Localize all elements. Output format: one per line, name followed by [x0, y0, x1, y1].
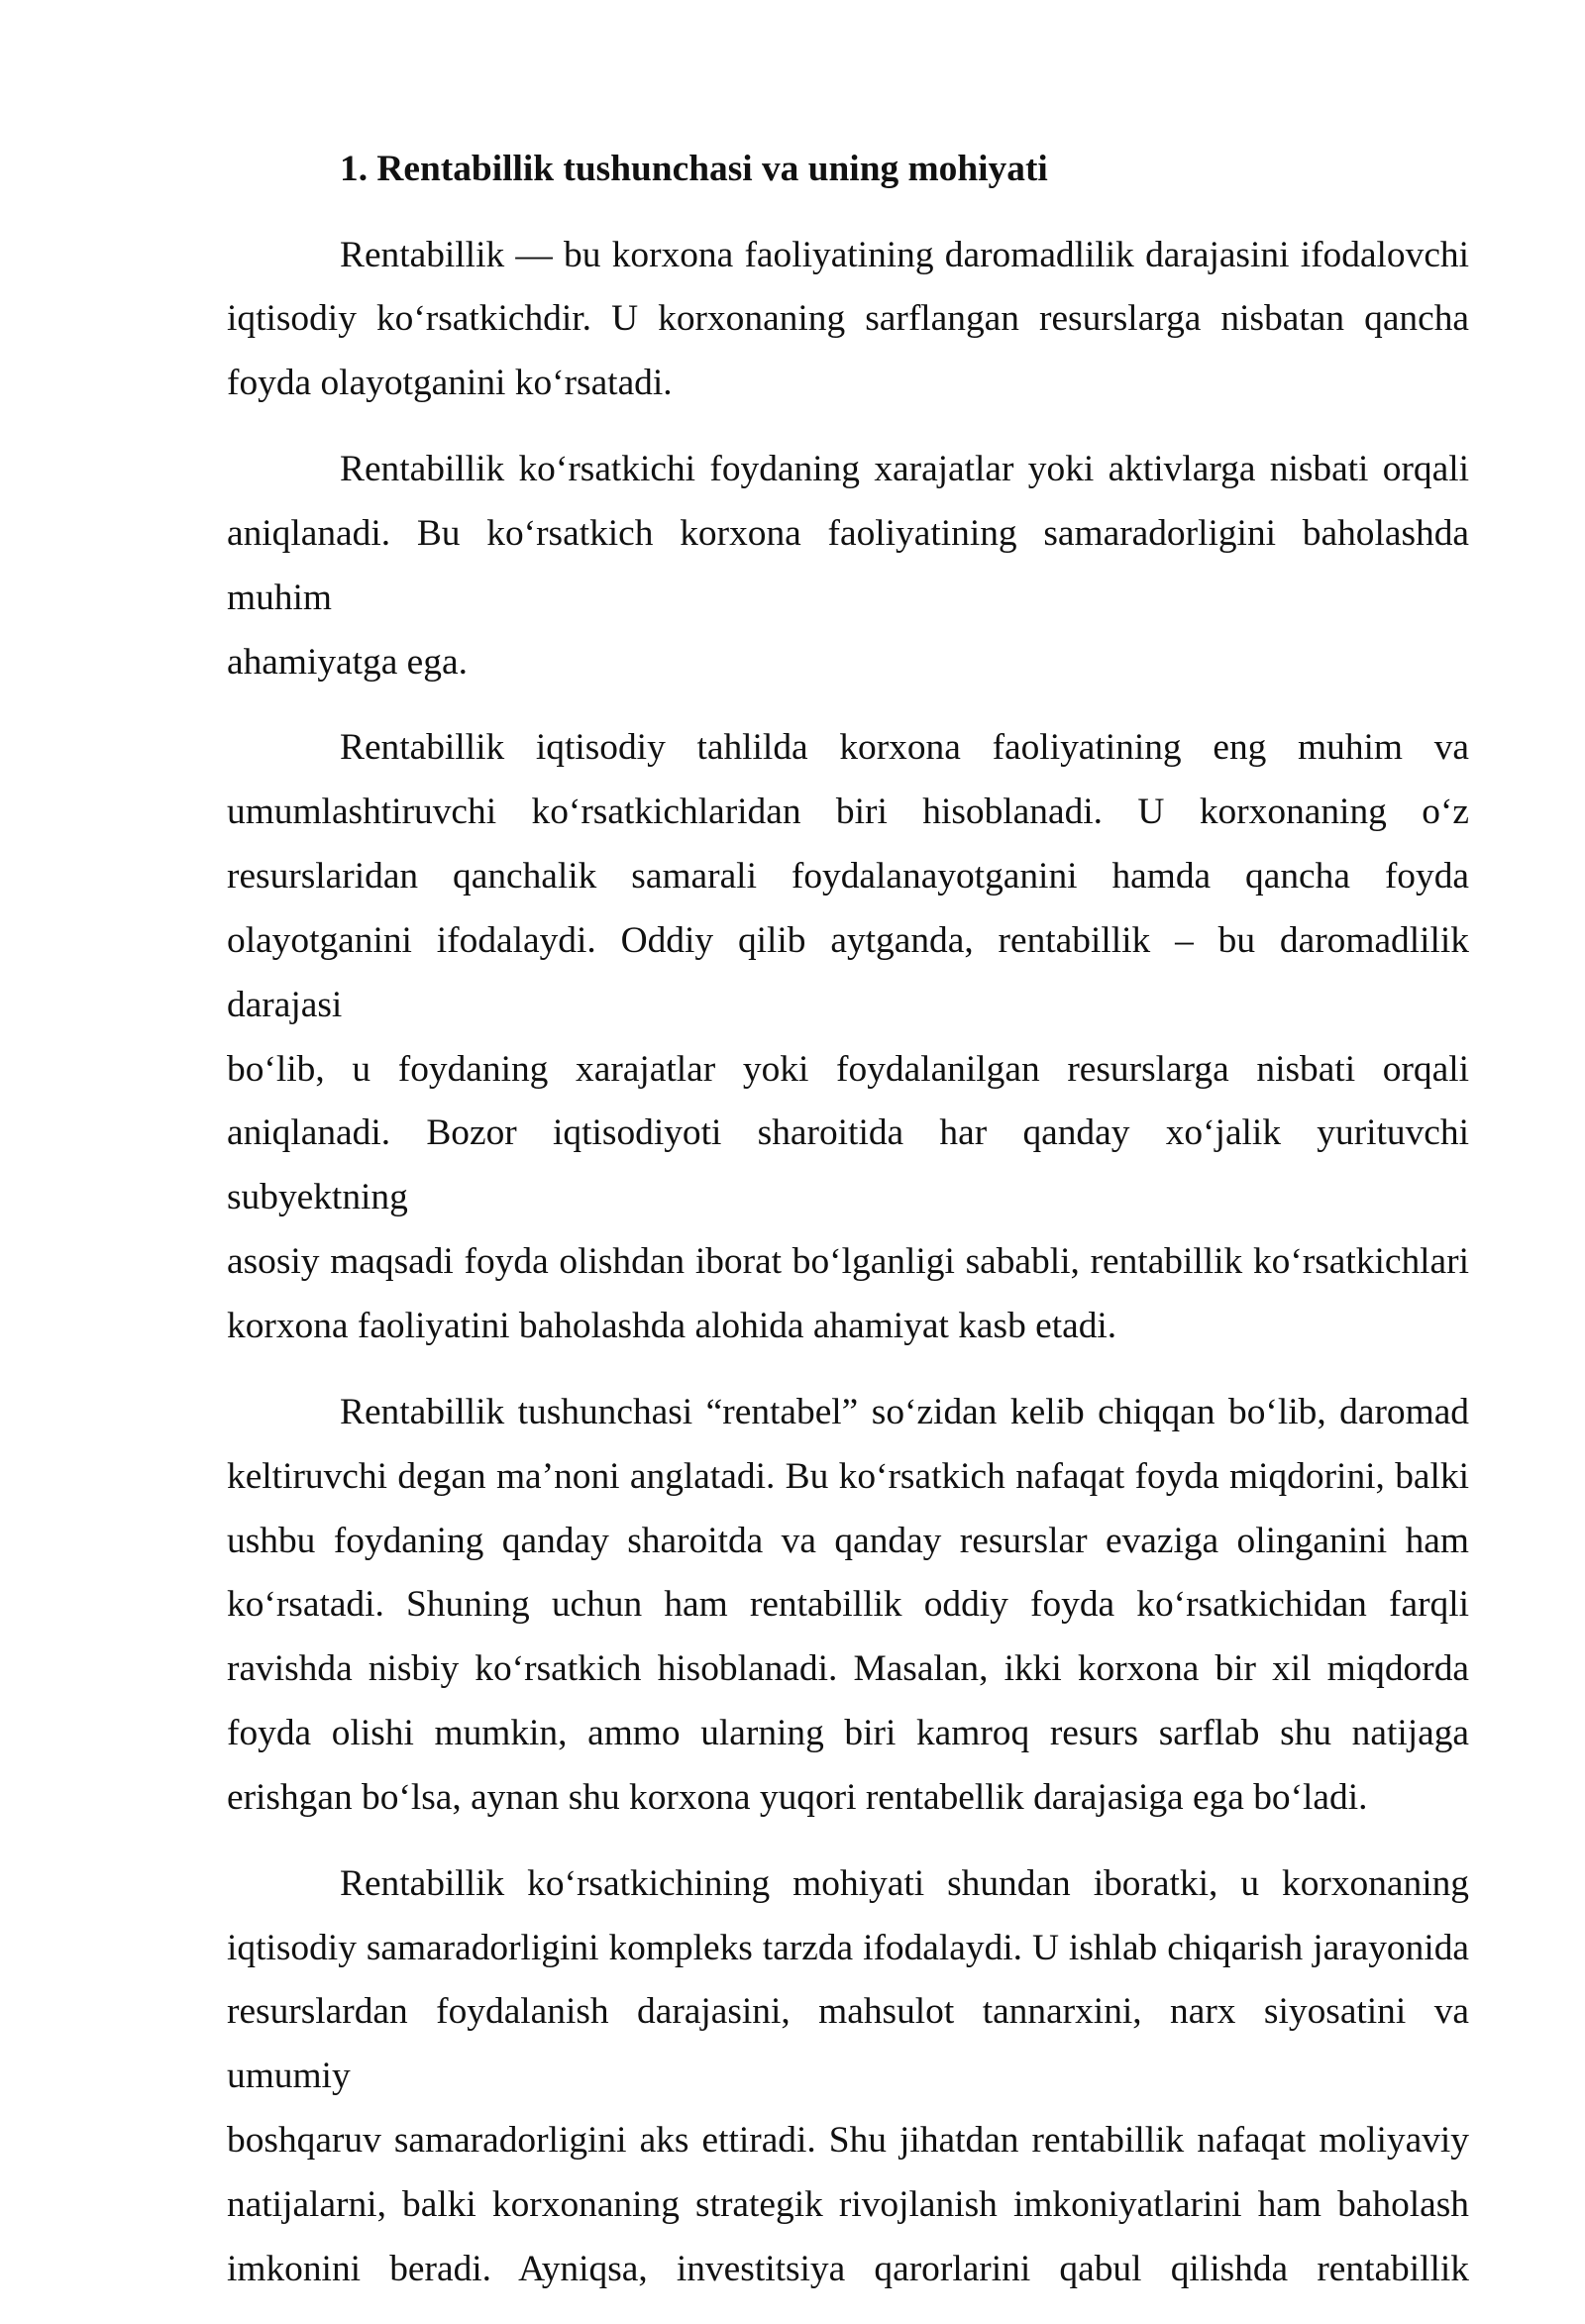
paragraph-line: ko‘rsatadi. Shuning uchun ham rentabillik oddiy foyda ko‘rsatkichidan farqli — [227, 1584, 1469, 1626]
paragraph-line: iqtisodiy ko‘rsatkichdir. U korxonaning sarflangan resurslarga nisbatan qancha — [227, 298, 1469, 340]
section-heading: 1. Rentabillik tushunchasi va uning mohiyati — [340, 149, 1048, 189]
paragraph-line: imkonini beradi. Ayniqsa, investitsiya qarorlarini qabul qilishda rentabillik — [227, 2249, 1469, 2290]
paragraph-line: Rentabillik ko‘rsatkichi foydaning xarajatlar yoki aktivlarga nisbati orqali — [340, 448, 1469, 489]
paragraph-line: Rentabillik tushunchasi “rentabel” so‘zidan kelib chiqqan bo‘lib, daromad — [340, 1391, 1469, 1432]
paragraph-line: Rentabillik iqtisodiy tahlilda korxona faoliyatining eng muhim va — [340, 727, 1469, 769]
paragraph-4 — [227, 1381, 1469, 1831]
paragraph-line: ahamiyatga ega. — [227, 641, 468, 683]
paragraph-line: natijalarni, balki korxonaning strategik rivojlanish imkoniyatlarini ham baholash — [227, 2184, 1469, 2226]
paragraph-line: korxona faoliyatini baholashda alohida ahamiyat kasb etadi. — [227, 1306, 1117, 1347]
paragraph-line: bo‘lib, u foydaning xarajatlar yoki foydalanilgan resurslarga nisbati orqali — [227, 1048, 1469, 1090]
paragraph-line: boshqaruv samaradorligini aks ettiradi. Shu jihatdan rentabillik nafaqat moliyaviy — [227, 2120, 1469, 2162]
document-body — [227, 138, 1469, 2324]
paragraph-line: erishgan bo‘lsa, aynan shu korxona yuqori rentabellik darajasiga ega bo‘ladi. — [227, 1777, 1368, 1819]
paragraph-line: asosiy maqsadi foyda olishdan iborat bo‘lganligi sababli, rentabillik ko‘rsatkichlari — [227, 1241, 1469, 1283]
paragraph-line: Rentabillik — bu korxona faoliyatining daromadlilik darajasini ifodalovchi — [340, 234, 1469, 275]
paragraph-line: foyda olayotganini ko‘rsatadi. — [227, 363, 673, 404]
paragraph-1 — [227, 224, 1469, 417]
paragraph-line: resurslardan foydalanish darajasini, mahsulot tannarxini, narx siyosatini va umumiy — [227, 1991, 1469, 2097]
paragraph-line: resurslaridan qanchalik samarali foydalanayotganini hamda qancha foyda — [227, 855, 1469, 897]
paragraph-line: foyda olishi mumkin, ammo ularning biri kamroq resurs sarflab shu natijaga — [227, 1713, 1469, 1754]
paragraph-3 — [227, 716, 1469, 1359]
paragraph-line: aniqlanadi. Bozor iqtisodiyoti sharoitida har qanday xo‘jalik yurituvchi subyektning — [227, 1112, 1469, 1218]
paragraph-line: olayotganini ifodalaydi. Oddiy qilib aytganda, rentabillik – bu daromadlilik darajasi — [227, 919, 1469, 1025]
paragraph-line: ravishda nisbiy ko‘rsatkich hisoblanadi. Masalan, ikki korxona bir xil miqdorda — [227, 1648, 1469, 1690]
paragraph-5 — [227, 1852, 1469, 2302]
paragraph-line: iqtisodiy samaradorligini kompleks tarzda ifodalaydi. U ishlab chiqarish jarayonida — [227, 1927, 1469, 1968]
paragraph-line: keltiruvchi degan ma’noni anglatadi. Bu ko‘rsatkich nafaqat foyda miqdorini, balki — [227, 1455, 1469, 1497]
paragraph-line: aniqlanadi. Bu ko‘rsatkich korxona faoliyatining samaradorligini baholashda muhim — [227, 512, 1469, 618]
paragraph-line: ushbu foydaning qanday sharoitda va qanday resurslar evaziga olinganini ham — [227, 1520, 1469, 1561]
paragraph-line: Rentabillik ko‘rsatkichining mohiyati shundan iboratki, u korxonaning — [340, 1862, 1469, 1904]
paragraph-2 — [227, 438, 1469, 695]
paragraph-line: umumlashtiruvchi ko‘rsatkichlaridan biri hisoblanadi. U korxonaning o‘z — [227, 791, 1469, 832]
